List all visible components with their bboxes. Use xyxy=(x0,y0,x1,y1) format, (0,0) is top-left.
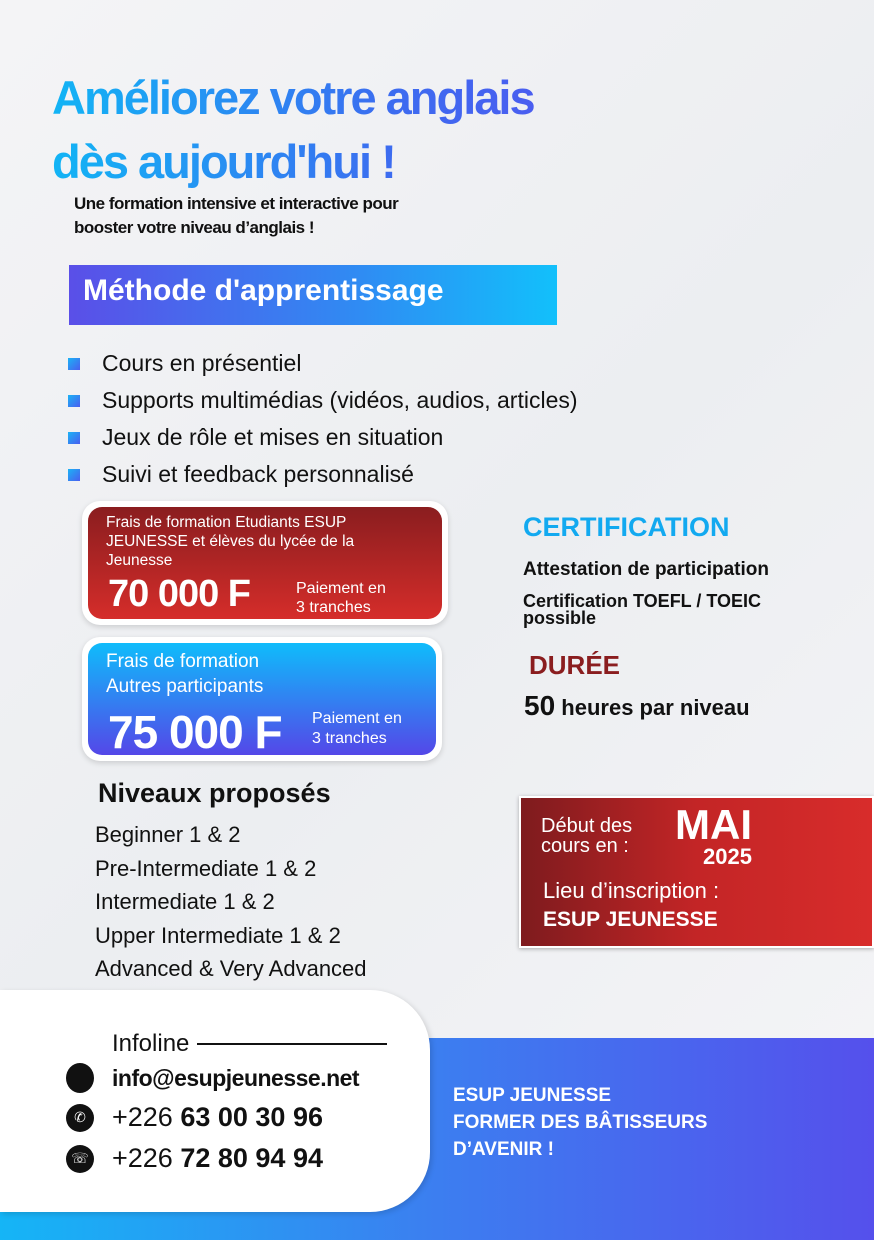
start-year: 2025 xyxy=(703,844,752,869)
headline-line-2: dès aujourd'hui ! xyxy=(52,135,395,188)
fee-card-body xyxy=(88,643,436,758)
phone-prefix: +226 xyxy=(112,1102,173,1132)
level-item: Advanced & Very Advanced xyxy=(95,956,367,981)
lieu-label: Lieu d’inscription : xyxy=(543,878,720,903)
start-month: MAI xyxy=(675,801,752,848)
slogan-line: ESUP JEUNESSE xyxy=(453,1085,612,1106)
fee-card-others xyxy=(82,637,442,761)
headline-line-1: Améliorez votre anglais xyxy=(52,71,534,124)
infoline-heading xyxy=(112,1030,387,1058)
fee-label-line: Autres participants xyxy=(106,676,264,697)
fee-label-line: Frais de formation Etudiants ESUP xyxy=(106,514,347,531)
payment-line: 3 tranches xyxy=(312,730,387,747)
fee-label-line: Jeunesse xyxy=(106,552,173,569)
fee-card-students xyxy=(82,501,448,625)
slogan-line: D’AVENIR ! xyxy=(453,1139,554,1160)
slogan xyxy=(453,1082,707,1163)
email-link[interactable]: info@esupjeunesse.net xyxy=(112,1064,360,1091)
phone-link[interactable] xyxy=(112,1102,323,1133)
whatsapp-link[interactable] xyxy=(112,1143,323,1174)
list-item xyxy=(68,382,578,419)
niveaux-heading: Niveaux proposés xyxy=(98,778,331,808)
globe-icon xyxy=(66,1063,94,1093)
certification-heading: CERTIFICATION xyxy=(523,512,730,542)
duree-value xyxy=(524,690,750,722)
infoline-label: Infoline xyxy=(112,1030,190,1057)
bullet-icon xyxy=(68,358,80,370)
level-item: Upper Intermediate 1 & 2 xyxy=(95,922,341,948)
subtitle xyxy=(74,192,398,240)
payment-terms xyxy=(312,709,402,749)
start-date-box xyxy=(519,796,874,948)
start-label-line: Début des xyxy=(541,815,633,837)
duree-number: 50 xyxy=(524,690,556,721)
fee-price: 70 000 F xyxy=(108,573,250,615)
fee-label xyxy=(106,513,424,570)
start-label-line: cours en : xyxy=(541,835,629,857)
certification-item: Attestation de participation xyxy=(523,559,769,580)
certification-item xyxy=(523,593,761,627)
fee-card-body xyxy=(88,507,442,619)
payment-line: Paiement en xyxy=(296,580,386,597)
whatsapp-row xyxy=(66,1143,323,1174)
fee-price: 75 000 F xyxy=(108,706,282,758)
payment-terms xyxy=(296,579,386,617)
bullet-icon xyxy=(68,432,80,444)
list-item-label: Cours en présentiel xyxy=(102,350,302,376)
duree-unit: heures par niveau xyxy=(561,695,750,720)
phone-number: 72 80 94 94 xyxy=(180,1143,323,1173)
level-item: Beginner 1 & 2 xyxy=(95,822,241,847)
certification-line: Certification TOEFL / TOEIC xyxy=(523,591,762,611)
bullet-icon xyxy=(68,395,80,407)
payment-line: 3 tranches xyxy=(296,599,371,616)
fee-label xyxy=(106,649,418,699)
phone-row xyxy=(66,1102,323,1133)
phone-icon: ✆ xyxy=(66,1104,94,1132)
headline xyxy=(52,66,534,194)
phone-prefix: +226 xyxy=(112,1143,173,1173)
fee-label-line: JEUNESSE et élèves du lycée de la xyxy=(106,533,355,550)
list-item-label: Jeux de rôle et mises en situation xyxy=(102,424,444,450)
whatsapp-icon: ☏ xyxy=(66,1145,94,1173)
subtitle-line-2: booster votre niveau d’anglais ! xyxy=(74,218,315,237)
bullet-icon xyxy=(68,469,80,481)
payment-line: Paiement en xyxy=(312,710,402,727)
certification-line: possible xyxy=(523,608,597,628)
list-item xyxy=(68,345,578,382)
methode-list xyxy=(68,345,578,493)
phone-number: 63 00 30 96 xyxy=(180,1102,323,1132)
level-item: Intermediate 1 & 2 xyxy=(95,889,275,914)
divider xyxy=(197,1043,387,1045)
methode-heading: Méthode d'apprentissage xyxy=(69,265,557,325)
list-item xyxy=(68,419,578,456)
fee-label-line: Frais de formation xyxy=(106,651,260,672)
list-item xyxy=(68,456,578,493)
list-item-label: Supports multimédias (vidéos, audios, articles) xyxy=(102,387,578,413)
level-item: Pre-Intermediate 1 & 2 xyxy=(95,855,317,881)
contact-panel xyxy=(0,990,430,1212)
lieu-value: ESUP JEUNESSE xyxy=(543,908,718,931)
start-label xyxy=(541,816,632,856)
duree-heading: DURÉE xyxy=(529,650,621,680)
niveaux-list xyxy=(95,818,367,986)
subtitle-line-1: Une formation intensive et interactive pour xyxy=(74,194,399,213)
list-item-label: Suivi et feedback personnalisé xyxy=(102,461,414,487)
slogan-line: FORMER DES BÂTISSEURS xyxy=(453,1112,708,1133)
email-row xyxy=(66,1063,359,1093)
